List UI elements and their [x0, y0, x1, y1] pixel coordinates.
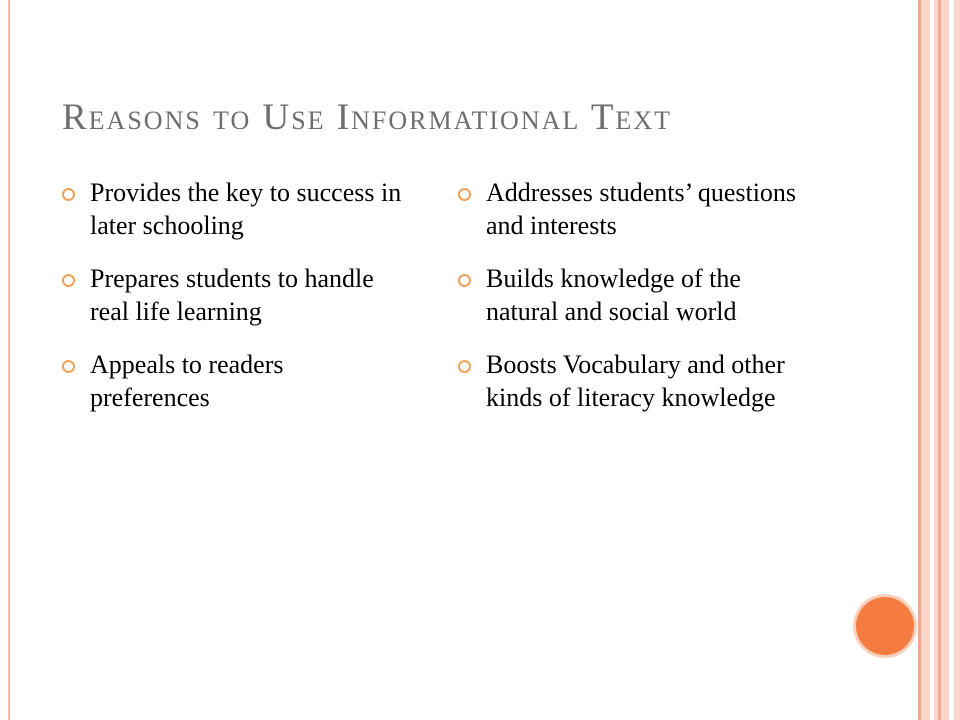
- bullet-circle-icon: [458, 274, 471, 287]
- slide-title: Reasons to Use Informational Text: [62, 97, 672, 138]
- stripe: [938, 0, 941, 720]
- list-item: [458, 348, 798, 414]
- list-item-text: Appeals to readers preferences: [90, 350, 284, 412]
- list-item: [62, 176, 402, 242]
- list-item: [458, 176, 798, 242]
- bullet-circle-icon: [62, 188, 75, 201]
- bullet-circle-icon: [62, 274, 75, 287]
- list-item: [458, 262, 798, 328]
- decorative-orange-circle: [856, 597, 914, 655]
- stripe: [930, 0, 934, 720]
- list-item-text: Provides the key to success in later schooling: [90, 178, 402, 240]
- bullet-circle-icon: [458, 360, 471, 373]
- list-item-text: Boosts Vocabulary and other kinds of literacy knowledge: [486, 350, 785, 412]
- bullet-circle-icon: [458, 188, 471, 201]
- list-item: [62, 262, 402, 328]
- right-decorative-stripes: [918, 0, 960, 720]
- list-item-text: Builds knowledge of the natural and social world: [486, 264, 741, 326]
- stripe: [918, 0, 921, 720]
- left-bullet-list: [62, 176, 402, 434]
- left-border-line: [8, 0, 10, 720]
- right-bullet-list: [458, 176, 798, 434]
- bullet-circle-icon: [62, 360, 75, 373]
- stripe: [949, 0, 954, 720]
- list-item-text: Addresses students’ questions and interests: [486, 178, 797, 240]
- list-item: [62, 348, 402, 414]
- list-item-text: Prepares students to handle real life learning: [90, 264, 374, 326]
